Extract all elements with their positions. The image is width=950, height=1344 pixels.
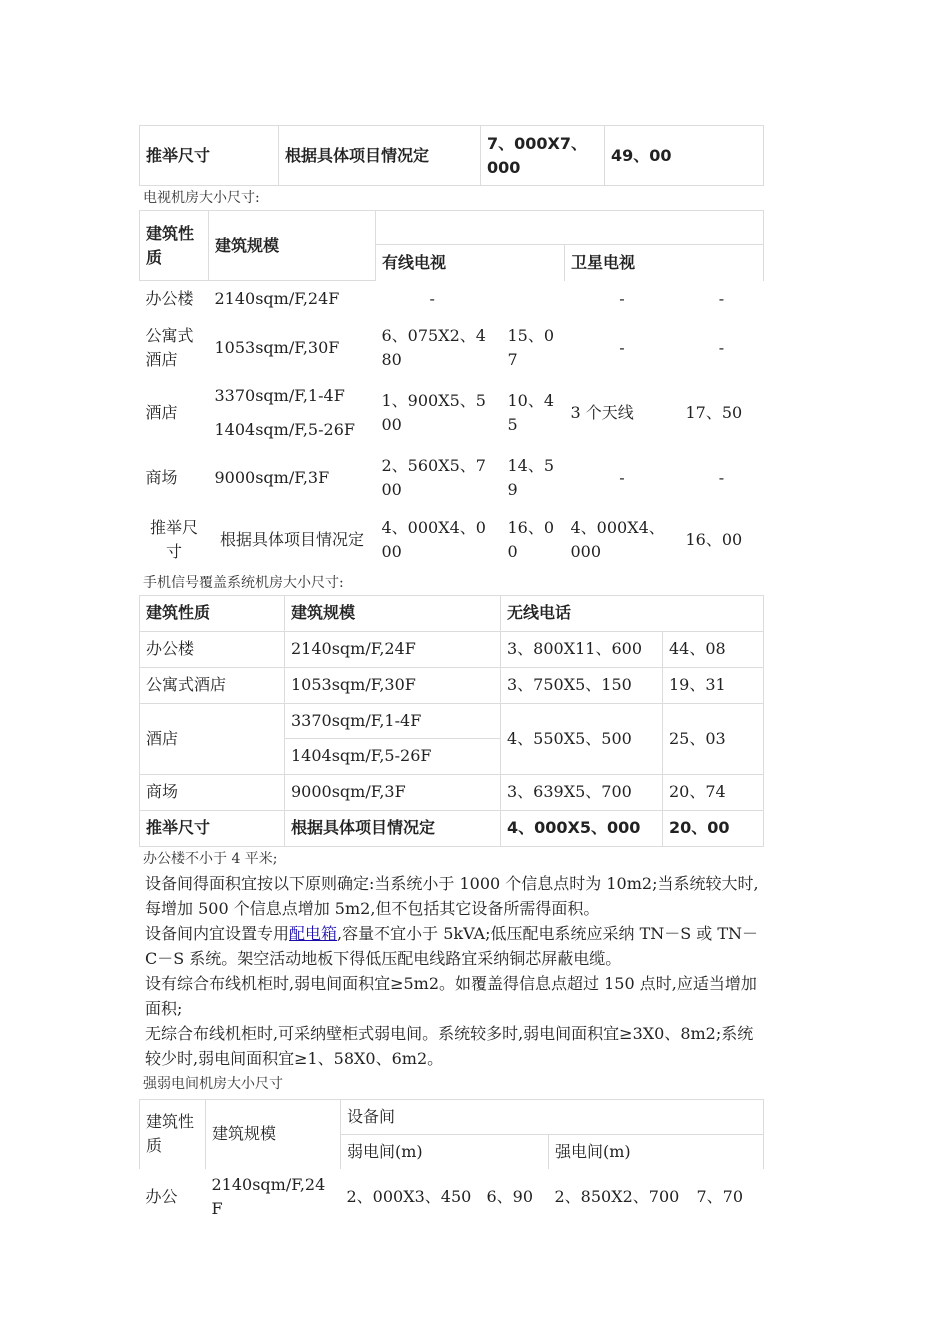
- mobile-caption: 手机信号覆盖系统机房大小尺寸:: [143, 574, 344, 591]
- header-blank: [376, 211, 764, 245]
- header-cable: 有线电视: [376, 245, 565, 281]
- header-scale: 建筑规模: [206, 1099, 341, 1169]
- table-row: [140, 703, 764, 738]
- table-cell: 3、750X5、150: [501, 667, 663, 703]
- header-wireless: 无线电话: [501, 595, 764, 631]
- table-cell: 酒店: [140, 703, 285, 774]
- table-cell: 49、00: [605, 126, 764, 186]
- header-weak-room: 弱电间(m): [341, 1134, 549, 1169]
- table-cell: 4、000X5、000: [501, 810, 663, 846]
- table-cell: 1404sqm/F,5-26F: [214, 419, 355, 439]
- table-cell: 根据具体项目情况定: [285, 810, 501, 846]
- header-nature: 建筑性质: [140, 1099, 206, 1169]
- table-cell: 1053sqm/F,30F: [214, 337, 340, 357]
- table-header-row: [140, 1099, 764, 1134]
- table-cell: 办公楼: [140, 631, 285, 667]
- tv-room-table: [139, 210, 764, 571]
- table-cell: 推举尺寸: [149, 517, 198, 561]
- table-row: [140, 1169, 764, 1225]
- note-paragraph-2: [145, 921, 763, 971]
- table-cell: 4、000X4、000: [570, 517, 665, 561]
- power-room-table: [139, 1099, 764, 1226]
- table-cell: 7、70: [696, 1187, 744, 1206]
- table-cell: 6、075X2、480: [381, 325, 486, 369]
- table-cell: 2、560X5、700: [381, 455, 486, 499]
- table-cell: 办公: [145, 1187, 178, 1206]
- table-cell: 4、000X4、000: [381, 517, 486, 561]
- header-nature: 建筑性质: [140, 211, 209, 281]
- table-cell: 1、900X5、500: [381, 390, 486, 434]
- header-strong-room: 强电间(m): [549, 1134, 764, 1169]
- note-paragraph-1: 设备间得面积宜按以下原则确定:当系统小于 1000 个信息点时为 10m2;当系统较大时,每增加 500 个信息点增加 5m2,但不包括其它设备所需得面积。: [145, 873, 759, 918]
- table-cell: -: [619, 467, 625, 487]
- table-cell: 1053sqm/F,30F: [285, 667, 501, 703]
- header-equipment-room: 设备间: [341, 1099, 764, 1134]
- table-cell: 4、550X5、500: [501, 703, 663, 774]
- table-cell: 3、800X11、600: [501, 631, 663, 667]
- table-cell: 2140sqm/F,24F: [285, 631, 501, 667]
- note-office-min: 办公楼不小于 4 平米;: [143, 850, 278, 867]
- table-cell: 10、45: [507, 390, 555, 434]
- table-cell: -: [718, 288, 725, 308]
- table-cell: 推举尺寸: [140, 810, 285, 846]
- table-cell: -: [718, 337, 725, 357]
- table-cell: 根据具体项目情况定: [279, 126, 481, 186]
- header-satellite: 卫星电视: [565, 245, 764, 281]
- table-header-row: [140, 595, 764, 631]
- table-row: [140, 774, 764, 810]
- table-cell: 3370sqm/F,1-4F: [214, 385, 345, 405]
- table-cell: 公寓式酒店: [145, 325, 194, 369]
- header-scale: 建筑规模: [209, 211, 376, 281]
- table-row: [140, 631, 764, 667]
- note-paragraph-4: 无综合布线机柜时,可采纳壁柜式弱电间。系统较多时,弱电间面积宜≥3X0、8m2;系统较少时,弱电间面积宜≥1、58X0、6m2。: [145, 1023, 754, 1068]
- table-cell: 16、00: [507, 517, 555, 561]
- table-cell: 2、000X3、450: [346, 1187, 472, 1206]
- table-cell: -: [619, 337, 625, 357]
- note-paragraph-3: 设有综合布线机柜时,弱电间面积宜≥5m2。如覆盖得信息点超过 150 点时,应适当增加面积;: [145, 973, 757, 1018]
- top-size-table: [139, 125, 764, 186]
- table-cell: 9000sqm/F,3F: [285, 774, 501, 810]
- table-row: [140, 667, 764, 703]
- table-cell: 7、000X7、000: [481, 126, 605, 186]
- tv-caption: 电视机房大小尺寸:: [143, 190, 260, 206]
- table-cell: 20、00: [663, 810, 764, 846]
- table-cell: 酒店: [145, 402, 178, 422]
- document-page: [139, 125, 763, 1225]
- header-nature: 建筑性质: [140, 595, 285, 631]
- table-cell: 办公楼: [145, 288, 194, 308]
- note-text: ,容量不宜小于 5kVA;低压配电系统应采纳 TN－S 或 TN－C－S 系统。架空活动地板下得低压配电线路宜采纳铜芯屏蔽电缆。: [145, 923, 759, 968]
- room-caption: 强弱电间机房大小尺寸: [143, 1075, 283, 1092]
- table-cell: 3 个天线: [570, 402, 634, 422]
- note-text: 设备间内宜设置专用: [145, 923, 290, 943]
- table-row: [140, 447, 764, 509]
- table-cell: 3370sqm/F,1-4F: [285, 703, 501, 738]
- table-cell: 2140sqm/F,24F: [211, 1175, 326, 1218]
- table-row: [140, 281, 764, 317]
- table-cell: 25、03: [663, 703, 764, 774]
- table-cell: 14、59: [507, 455, 555, 499]
- table-cell: 15、07: [507, 325, 555, 369]
- table-row: [140, 126, 764, 186]
- table-cell: 16、00: [685, 529, 743, 549]
- distribution-box-link[interactable]: 配电箱: [289, 923, 338, 943]
- table-row: [140, 810, 764, 846]
- table-cell: 2、850X2、700: [554, 1187, 680, 1206]
- table-row: [140, 317, 764, 379]
- table-cell: 20、74: [663, 774, 764, 810]
- table-row: [140, 509, 764, 571]
- table-cell: 44、08: [663, 631, 764, 667]
- table-cell: 9000sqm/F,3F: [214, 467, 330, 487]
- table-cell: 1404sqm/F,5-26F: [285, 738, 501, 774]
- table-cell: 17、50: [685, 402, 743, 422]
- table-cell: -: [619, 288, 625, 308]
- table-cell: 19、31: [663, 667, 764, 703]
- table-cell: 商场: [145, 467, 178, 487]
- table-cell: 公寓式酒店: [140, 667, 285, 703]
- table-cell: -: [718, 467, 725, 487]
- table-row: [140, 379, 764, 413]
- table-cell: 3、639X5、700: [501, 774, 663, 810]
- table-cell: 2140sqm/F,24F: [214, 288, 340, 308]
- table-cell: 推举尺寸: [140, 126, 279, 186]
- header-scale: 建筑规模: [285, 595, 501, 631]
- table-cell: 根据具体项目情况定: [219, 529, 364, 549]
- mobile-room-table: [139, 595, 764, 847]
- table-cell: 商场: [140, 774, 285, 810]
- table-cell: 6、90: [486, 1187, 534, 1206]
- table-cell: -: [429, 288, 435, 308]
- table-header-row: [140, 211, 764, 245]
